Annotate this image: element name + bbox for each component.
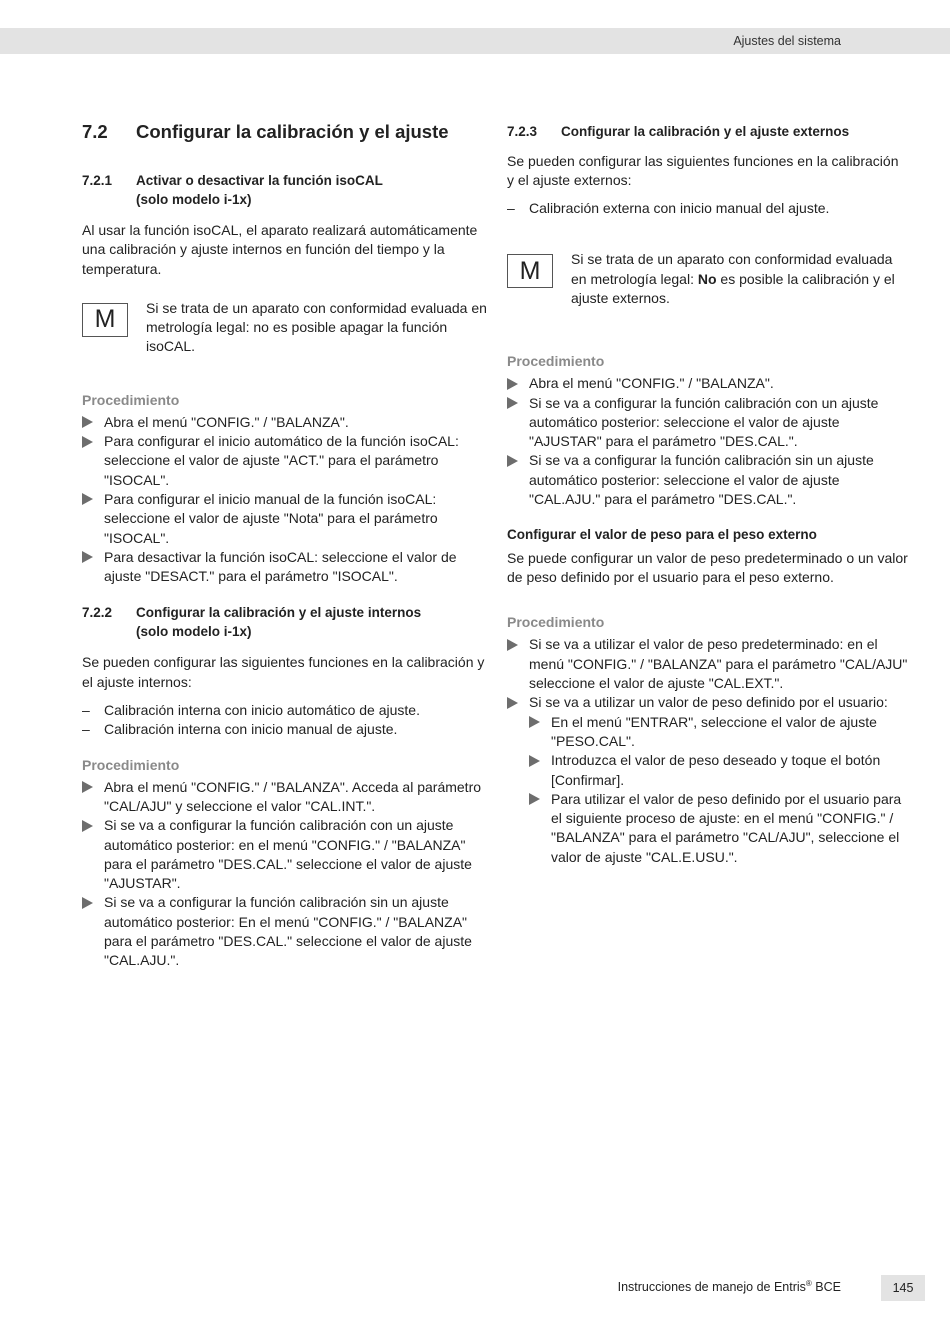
procedure-steps <box>82 413 488 587</box>
subsection-title: Activar o desactivar la función isoCAL <box>136 173 383 188</box>
procedure-label: Procedimiento <box>507 614 605 631</box>
arrow-right-icon <box>507 397 518 409</box>
list-item: Si se va a utilizar el valor de peso predeterminado: en el menú "CONFIG." / "BALANZA" para el parámetro "CAL/AJU" seleccione el valor de ajuste "CAL.EXT.". <box>507 635 909 693</box>
subsection-number: 7.2.1 <box>82 173 113 188</box>
note-text: Si se trata de un aparato con conformidad evaluada en metrología legal: No es posible la calibración y el ajuste externos. <box>571 251 895 306</box>
arrow-right-icon <box>529 793 540 805</box>
section-title: Configurar la calibración y el ajuste <box>136 121 449 142</box>
header-title: Ajustes del sistema <box>733 34 841 48</box>
list-item: Para desactivar la función isoCAL: seleccione el valor de ajuste "DESACT." para el parámetro "ISOCAL". <box>82 548 488 587</box>
arrow-right-icon <box>82 436 93 448</box>
procedure-label: Procedimiento <box>82 391 180 408</box>
arrow-right-icon <box>507 639 518 651</box>
procedure-steps <box>507 374 909 509</box>
weight-config-heading: Configurar el valor de peso para el peso externo <box>507 527 817 543</box>
paragraph: Se pueden configurar las siguientes funciones en la calibración y el ajuste externos: <box>507 152 899 188</box>
left-column <box>82 120 488 971</box>
subsection-title: Configurar la calibración y el ajuste internos <box>136 605 422 621</box>
list-item: Para configurar el inicio manual de la función isoCAL: seleccione el valor de ajuste "Nota" para el parámetro "ISOCAL". <box>82 490 488 548</box>
section-number: 7.2 <box>82 121 108 142</box>
arrow-right-icon <box>82 416 93 428</box>
arrow-right-icon <box>82 897 93 909</box>
list-item: Abra el menú "CONFIG." / "BALANZA". <box>507 374 909 393</box>
m-badge-icon: M <box>82 303 128 337</box>
list-item: En el menú "ENTRAR", seleccione el valor de ajuste "PESO.CAL". <box>529 713 909 752</box>
arrow-right-icon <box>507 378 518 390</box>
list-item: Para utilizar el valor de peso definido por el usuario para el siguiente proceso de ajuste: en el menú "CONFIG." / "BALANZA" para el parámetro "CAL/AJU", seleccione el valor de ajuste "CAL.E.USU.". <box>529 790 909 867</box>
metrology-note <box>507 250 909 308</box>
paragraph: Al usar la función isoCAL, el aparato realizará automáticamente una calibración y ajuste internos en función del tiempo y la temperatura. <box>82 222 478 277</box>
list-item: Si se va a utilizar un valor de peso definido por el usuario: <box>507 693 909 712</box>
dash-item: – Calibración externa con inicio manual del ajuste. <box>507 200 830 217</box>
right-column <box>507 123 909 867</box>
dash-item: – Calibración interna con inicio manual de ajuste. <box>82 721 398 738</box>
dash-item: – Calibración interna con inicio automático de ajuste. <box>82 702 420 719</box>
subsection-number: 7.2.2 <box>82 605 113 621</box>
subsection-number: 7.2.3 <box>507 124 538 139</box>
procedure-label: Procedimiento <box>507 353 605 370</box>
list-item: Si se va a configurar la función calibración con un ajuste automático posterior: seleccione el valor de ajuste "AJUSTAR" para el parámetro "DES.CAL.". <box>507 394 909 452</box>
paragraph: Se puede configurar un valor de peso predeterminado o un valor de peso definido por el usuario para el peso externo. <box>507 549 908 586</box>
arrow-right-icon <box>82 820 93 832</box>
page-number: 145 <box>881 1275 925 1301</box>
procedure-sub-steps <box>529 713 909 867</box>
procedure-label: Procedimiento <box>82 756 180 773</box>
subsection-heading-721 <box>82 172 488 209</box>
metrology-note <box>82 299 488 357</box>
arrow-right-icon <box>529 716 540 728</box>
arrow-right-icon <box>507 455 518 467</box>
arrow-right-icon <box>82 551 93 563</box>
subsection-title: Configurar la calibración y el ajuste externos <box>561 124 850 139</box>
list-item: Abra el menú "CONFIG." / "BALANZA". Acceda al parámetro "CAL/AJU" y seleccione el valor "CAL.INT.". <box>82 778 488 817</box>
procedure-steps <box>507 635 909 712</box>
list-item: Introduzca el valor de peso deseado y toque el botón [Confirmar]. <box>529 751 909 790</box>
list-item: Si se va a configurar la función calibración sin un ajuste automático posterior: seleccione el valor de ajuste "CAL.AJU." para el parámetro "DES.CAL.". <box>507 451 909 509</box>
subsection-title-line2: (solo modelo i-1x) <box>136 191 252 207</box>
procedure-steps <box>82 778 488 971</box>
subsection-title-line2: (solo modelo i-1x) <box>136 623 252 639</box>
list-item: Si se va a configurar la función calibración sin un ajuste automático posterior: En el menú "CONFIG." / "BALANZA" para el parámetro "DES.CAL." seleccione el valor de ajuste "CAL.AJU.". <box>82 893 488 970</box>
arrow-right-icon <box>82 493 93 505</box>
paragraph: Se pueden configurar las siguientes funciones en la calibración y el ajuste internos: <box>82 654 485 690</box>
list-item: Si se va a configurar la función calibración con un ajuste automático posterior: en el menú "CONFIG." / "BALANZA" para el parámetro "DES.CAL." seleccione el valor de ajuste "AJUSTAR". <box>82 816 488 893</box>
list-item: Abra el menú "CONFIG." / "BALANZA". <box>82 413 488 432</box>
arrow-right-icon <box>82 781 93 793</box>
m-badge-icon: M <box>507 254 553 288</box>
arrow-right-icon <box>507 697 518 709</box>
subsection-heading-723 <box>507 123 909 142</box>
note-text: Si se trata de un aparato con conformidad evaluada en metrología legal: no es posible apagar la función isoCAL. <box>146 299 487 355</box>
footer-title: Instrucciones de manejo de Entris® BCE <box>617 1279 841 1295</box>
arrow-right-icon <box>529 755 540 767</box>
section-heading <box>82 120 488 144</box>
list-item: Para configurar el inicio automático de la función isoCAL: seleccione el valor de ajuste "ACT." para el parámetro "ISOCAL". <box>82 432 488 490</box>
subsection-heading-722 <box>82 604 488 641</box>
